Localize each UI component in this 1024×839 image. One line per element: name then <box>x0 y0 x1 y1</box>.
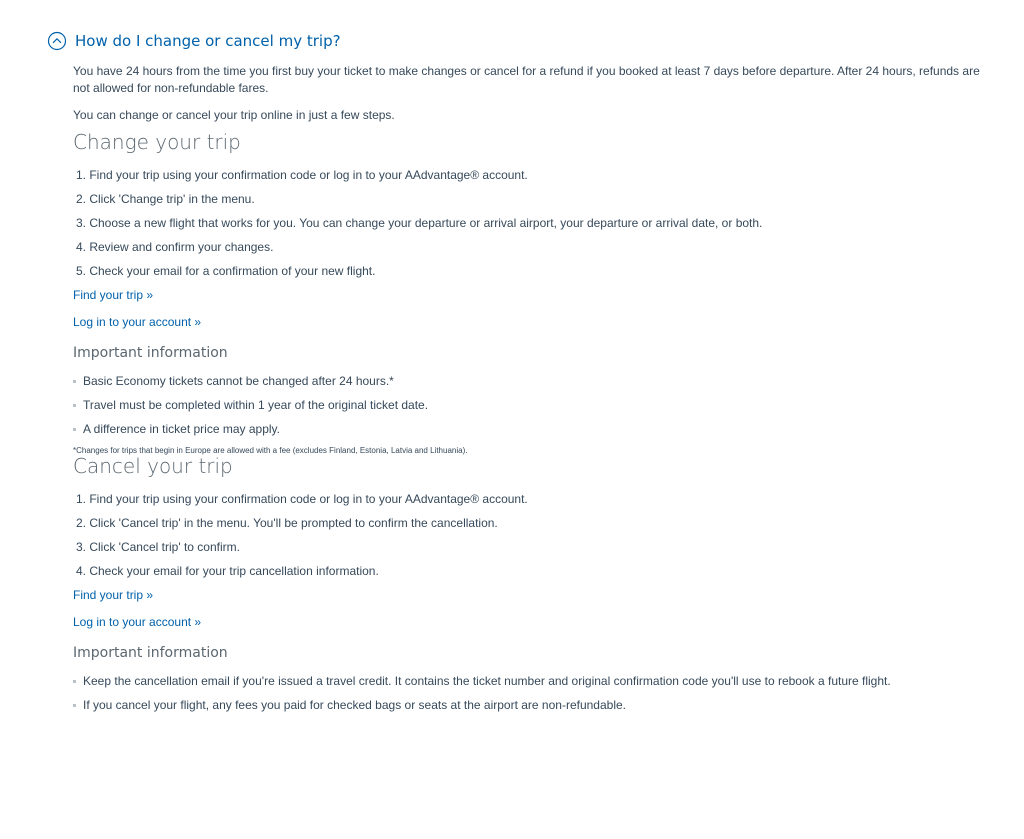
bullet-icon <box>73 428 76 431</box>
list-item <box>73 397 997 414</box>
faq-header[interactable] <box>47 27 997 55</box>
list-item <box>73 673 997 690</box>
list-item <box>73 421 997 438</box>
list-item-text: Travel must be completed within 1 year of the original ticket date. <box>83 398 429 412</box>
list-item: 1. Find your trip using your confirmation code or log in to your AAdvantage® account. <box>76 168 528 182</box>
intro-paragraph: You can change or cancel your trip online in just a few steps. <box>73 108 395 122</box>
list-item: 2. Click 'Change trip' in the menu. <box>76 192 255 206</box>
log-in-link[interactable]: Log in to your account » <box>73 315 202 329</box>
list-item-text: If you cancel your flight, any fees you paid for checked bags or seats at the airport are non-refundable. <box>83 698 626 712</box>
list-item <box>73 373 997 390</box>
bullet-icon <box>73 380 76 383</box>
log-in-link[interactable]: Log in to your account » <box>73 615 202 629</box>
bullet-icon <box>73 680 76 683</box>
bullet-icon <box>73 404 76 407</box>
faq-question[interactable]: How do I change or cancel my trip? <box>75 32 341 50</box>
important-info-heading: Important information <box>73 345 228 361</box>
list-item: 5. Check your email for a confirmation of your new flight. <box>76 264 376 278</box>
find-trip-link[interactable]: Find your trip » <box>73 588 154 602</box>
footnote: *Changes for trips that begin in Europe are allowed with a fee (excludes Finland, Estonia, Latvia and Lithuania). <box>73 446 468 455</box>
faq-answer <box>73 63 997 714</box>
change-trip-heading: Change your trip <box>73 130 241 154</box>
cancel-important-list <box>73 673 997 714</box>
change-steps-list <box>73 167 997 280</box>
list-item: 4. Check your email for your trip cancellation information. <box>76 564 379 578</box>
list-item: 4. Review and confirm your changes. <box>76 240 274 254</box>
list-item: 2. Click 'Cancel trip' in the menu. You'll be prompted to confirm the cancellation. <box>76 516 498 530</box>
important-info-heading: Important information <box>73 645 228 661</box>
list-item <box>73 697 997 714</box>
list-item-text: Keep the cancellation email if you're issued a travel credit. It contains the ticket number and original confirmation code you'll use to rebook a future flight. <box>83 674 891 688</box>
cancel-trip-heading: Cancel your trip <box>73 454 233 478</box>
change-important-list <box>73 373 997 438</box>
list-item: 3. Click 'Cancel trip' to confirm. <box>76 540 240 554</box>
list-item-text: Basic Economy tickets cannot be changed after 24 hours.* <box>83 374 394 388</box>
list-item: 1. Find your trip using your confirmation code or log in to your AAdvantage® account. <box>76 492 528 506</box>
list-item: 3. Choose a new flight that works for you. You can change your departure or arrival airport, your departure or arrival date, or both. <box>76 216 763 230</box>
intro-paragraph: You have 24 hours from the time you first buy your ticket to make changes or cancel for a refund if you booked at least 7 days before departure. After 24 hours, refunds are not allowed for non-refundable fares. <box>73 64 980 95</box>
chevron-up-circle-icon[interactable] <box>47 31 67 51</box>
find-trip-link[interactable]: Find your trip » <box>73 288 154 302</box>
cancel-steps-list <box>73 491 997 580</box>
bullet-icon <box>73 704 76 707</box>
faq-item <box>47 27 997 721</box>
list-item-text: A difference in ticket price may apply. <box>83 422 280 436</box>
